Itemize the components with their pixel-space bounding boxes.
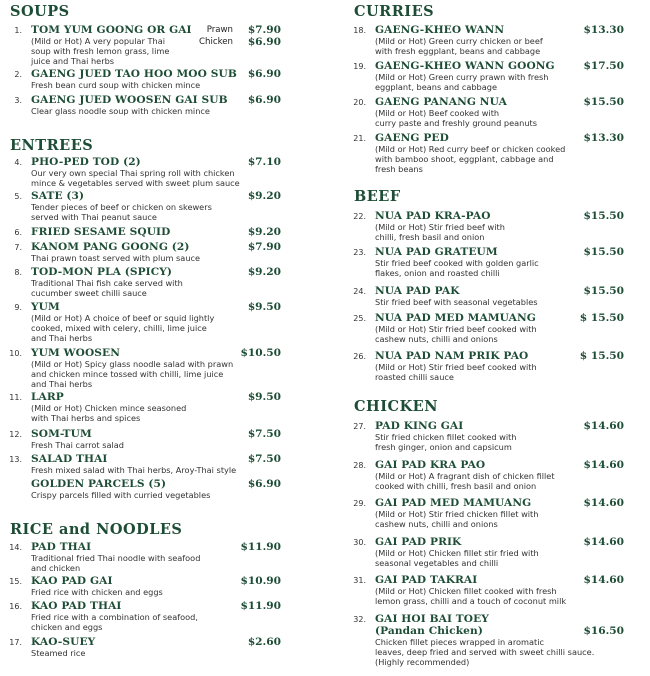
description-line: lemon grass, chilli and a touch of coconut milk bbox=[375, 596, 567, 606]
item-name: SOM-TUM bbox=[31, 428, 92, 440]
item-price: $14.60 bbox=[583, 574, 624, 586]
description-line: mince & vegetables served with sweet plum sauce bbox=[31, 178, 240, 188]
description-line: (Mild or Hot) Stir fried beef cooked with bbox=[375, 362, 537, 372]
item-description bbox=[31, 490, 210, 500]
description-line: chilli, fresh basil and onion bbox=[375, 232, 485, 242]
item-price: $14.60 bbox=[583, 459, 624, 471]
description-line: (Mild or Hot) A very popular Thai bbox=[31, 36, 165, 46]
item-name: TOD-MON PLA (SPICY) bbox=[31, 266, 173, 278]
item-price: $9.20 bbox=[247, 190, 281, 202]
item-number: 3. bbox=[14, 96, 22, 105]
item-description bbox=[375, 637, 594, 667]
item-name: NUA PAD NAM PRIK PAO bbox=[375, 350, 529, 362]
description-line: roasted chilli sauce bbox=[375, 372, 454, 382]
item-description bbox=[31, 106, 210, 116]
item-name: YUM bbox=[31, 301, 60, 313]
description-line: with Thai herbs and spices bbox=[31, 413, 141, 423]
beef-section-title: BEEF bbox=[354, 188, 401, 205]
item-description bbox=[31, 553, 200, 573]
curries-section-title: CURRIES bbox=[354, 3, 435, 20]
item-number: 30. bbox=[353, 538, 366, 547]
item-price: $16.50 bbox=[583, 625, 624, 637]
description-line: seasonal vegetables and chilli bbox=[375, 558, 499, 568]
item-description bbox=[375, 362, 537, 382]
item-description bbox=[375, 432, 517, 452]
item-number: 10. bbox=[9, 349, 22, 358]
description-line: Thai prawn toast served with plum sauce bbox=[31, 253, 201, 263]
item-name: KANOM PANG GOONG (2) bbox=[31, 241, 190, 253]
item-description bbox=[375, 548, 539, 568]
item-number: 18. bbox=[353, 26, 366, 35]
item-price: $7.90 bbox=[247, 24, 281, 36]
description-line: (Mild or Hot) A choice of beef or squid lightly bbox=[31, 313, 215, 323]
description-line: cashew nuts, chilli and onions bbox=[375, 334, 498, 344]
description-line: Stir fried beef with seasonal vegetables bbox=[375, 297, 538, 307]
item-price: $15.50 bbox=[583, 210, 624, 222]
description-line: cooked with chilli, fresh basil and onion bbox=[375, 481, 537, 491]
description-line: Fried rice with chicken and eggs bbox=[31, 587, 163, 597]
item-number: 15. bbox=[9, 577, 22, 586]
item-name: GOLDEN PARCELS (5) bbox=[31, 478, 167, 490]
description-line: and Thai herbs bbox=[31, 379, 93, 389]
item-description bbox=[31, 648, 85, 658]
item-name: FRIED SESAME SQUID bbox=[31, 226, 171, 238]
item-price: $10.50 bbox=[240, 347, 281, 359]
item-description bbox=[375, 324, 537, 344]
item-number: 27. bbox=[353, 422, 366, 431]
item-number: 26. bbox=[353, 352, 366, 361]
description-line: (Mild or Hot) Chicken fillet cooked with fresh bbox=[375, 586, 557, 596]
item-name: NUA PAD MED MAMUANG bbox=[375, 312, 536, 324]
item-description bbox=[375, 144, 565, 174]
item-price: $ 15.50 bbox=[579, 312, 624, 324]
item-name: GAI HOI BAI TOEY bbox=[375, 613, 489, 625]
description-line: Traditional fried Thai noodle with seafood bbox=[31, 553, 201, 563]
description-line: (Mild or Hot) Green curry prawn with fresh bbox=[375, 72, 549, 82]
item-name: YUM WOOSEN bbox=[31, 347, 120, 359]
item-description bbox=[31, 440, 124, 450]
item-number: 29. bbox=[353, 499, 366, 508]
item-name: TOM YUM GOONG OR GAI bbox=[31, 24, 192, 36]
item-price: $9.50 bbox=[247, 301, 281, 313]
item-description bbox=[375, 297, 538, 307]
item-number: 5. bbox=[14, 192, 22, 201]
item-price: $14.60 bbox=[583, 497, 624, 509]
description-line: (Mild or Hot) Chicken mince seasoned bbox=[31, 403, 187, 413]
item-number: 14. bbox=[9, 543, 22, 552]
price-option-label: Chicken bbox=[199, 37, 233, 47]
description-line: Fresh bean curd soup with chicken mince bbox=[31, 80, 201, 90]
item-price: $2.60 bbox=[247, 636, 281, 648]
item-number: 11. bbox=[9, 393, 22, 402]
item-name: PAD KING GAI bbox=[375, 420, 464, 432]
description-line: Chicken fillet pieces wrapped in aromatic bbox=[375, 637, 545, 647]
item-name: SATE (3) bbox=[31, 190, 85, 202]
item-number: 28. bbox=[353, 461, 366, 470]
item-number: 23. bbox=[353, 248, 366, 257]
item-number: 8. bbox=[14, 268, 22, 277]
description-line: Steamed rice bbox=[31, 648, 86, 658]
item-number: 32. bbox=[353, 615, 366, 624]
item-price: $11.90 bbox=[240, 541, 281, 553]
item-price: $7.90 bbox=[247, 241, 281, 253]
description-line: curry paste and freshly ground peanuts bbox=[375, 118, 538, 128]
item-number: 16. bbox=[9, 602, 22, 611]
chicken-section-title: CHICKEN bbox=[354, 398, 438, 415]
item-description bbox=[31, 587, 163, 597]
description-line: with fresh eggplant, beans and cabbage bbox=[375, 46, 541, 56]
description-line: soup with fresh lemon grass, lime bbox=[31, 46, 170, 56]
description-line: Fresh mixed salad with Thai herbs, Aroy-Thai style bbox=[31, 465, 237, 475]
item-number: 2. bbox=[14, 70, 22, 79]
item-description bbox=[31, 313, 214, 343]
item-description bbox=[375, 72, 548, 92]
description-line: and chicken mince tossed with chilli, lime juice bbox=[31, 369, 224, 379]
item-number: 31. bbox=[353, 576, 366, 585]
description-line: eggplant, beans and cabbage bbox=[375, 82, 498, 92]
description-line: cooked, mixed with celery, chilli, lime juice bbox=[31, 323, 207, 333]
item-description bbox=[31, 36, 169, 66]
item-name: GAENG PED bbox=[375, 132, 449, 144]
item-price: $15.50 bbox=[583, 246, 624, 258]
item-price: $6.90 bbox=[247, 94, 281, 106]
item-number: 1. bbox=[14, 26, 22, 35]
price-option-label: Prawn bbox=[206, 25, 233, 35]
item-description bbox=[31, 465, 236, 475]
item-description bbox=[375, 222, 505, 242]
item-number: 24. bbox=[353, 287, 366, 296]
description-line: flakes, onion and roasted chilli bbox=[375, 268, 500, 278]
item-number: 9. bbox=[14, 303, 22, 312]
item-number: 17. bbox=[9, 638, 22, 647]
description-line: (Highly recommended) bbox=[375, 657, 470, 667]
item-price: $6.90 bbox=[247, 478, 281, 490]
item-description bbox=[31, 403, 186, 423]
item-name: NUA PAD KRA-PAO bbox=[375, 210, 491, 222]
item-description bbox=[375, 258, 539, 278]
description-line: fresh beans bbox=[375, 164, 423, 174]
item-number: 22. bbox=[353, 212, 366, 221]
description-line: and Thai herbs bbox=[31, 333, 93, 343]
rice-section-title: RICE and NOODLES bbox=[10, 521, 183, 538]
item-name: GAI PAD PRIK bbox=[375, 536, 462, 548]
item-name: GAENG JUED TAO HOO MOO SUB bbox=[31, 68, 237, 80]
description-line: (Mild or Hot) Stir fried chicken fillet with bbox=[375, 509, 539, 519]
item-description bbox=[31, 202, 212, 222]
soups-section-title: SOUPS bbox=[10, 3, 70, 20]
item-description bbox=[375, 36, 543, 56]
item-description bbox=[375, 471, 555, 491]
item-description bbox=[31, 359, 233, 389]
item-name: GAI PAD KRA PAO bbox=[375, 459, 486, 471]
item-price: $13.30 bbox=[583, 24, 624, 36]
description-line: Tender pieces of beef or chicken on skewers bbox=[31, 202, 212, 212]
description-line: Crispy parcels filled with curried vegetables bbox=[31, 490, 211, 500]
description-line: fresh ginger, onion and capsicum bbox=[375, 442, 512, 452]
item-price: $6.90 bbox=[247, 68, 281, 80]
description-line: cucumber sweet chilli sauce bbox=[31, 288, 147, 298]
description-line: Stir fried beef cooked with golden garlic bbox=[375, 258, 539, 268]
item-number: 20. bbox=[353, 98, 366, 107]
item-price: $11.90 bbox=[240, 600, 281, 612]
description-line: Fresh Thai carrot salad bbox=[31, 440, 124, 450]
item-name: GAI PAD MED MAMUANG bbox=[375, 497, 532, 509]
item-name: SALAD THAI bbox=[31, 453, 108, 465]
description-line: with bamboo shoot, eggplant, cabbage and bbox=[375, 154, 554, 164]
item-name: KAO PAD THAI bbox=[31, 600, 122, 612]
item-description bbox=[375, 509, 538, 529]
item-name: PAD THAI bbox=[31, 541, 92, 553]
item-price: $7.50 bbox=[247, 453, 281, 465]
item-price: $15.50 bbox=[583, 96, 624, 108]
entrees-section-title: ENTREES bbox=[10, 137, 94, 154]
item-name: GAENG-KHEO WANN GOONG bbox=[375, 60, 555, 72]
description-line: cashew nuts, chilli and onions bbox=[375, 519, 498, 529]
item-name: LARP bbox=[31, 391, 64, 403]
item-name-secondary: (Pandan Chicken) bbox=[375, 625, 483, 637]
description-line: Stir fried chicken fillet cooked with bbox=[375, 432, 517, 442]
item-name: KAO-SUEY bbox=[31, 636, 96, 648]
item-number: 6. bbox=[14, 228, 22, 237]
description-line: (Mild or Hot) Spicy glass noodle salad with prawn bbox=[31, 359, 234, 369]
description-line: (Mild or Hot) Stir fried beef with bbox=[375, 222, 505, 232]
item-description bbox=[31, 168, 240, 188]
item-description bbox=[375, 586, 566, 606]
item-name: KAO PAD GAI bbox=[31, 575, 113, 587]
item-number: 7. bbox=[14, 243, 22, 252]
description-line: (Mild or Hot) Stir fried beef cooked with bbox=[375, 324, 537, 334]
item-number: 25. bbox=[353, 314, 366, 323]
item-name: GAENG JUED WOOSEN GAI SUB bbox=[31, 94, 228, 106]
description-line: (Mild or Hot) Red curry beef or chicken cooked bbox=[375, 144, 566, 154]
item-description bbox=[375, 108, 537, 128]
item-number: 13. bbox=[9, 455, 22, 464]
item-price: $ 15.50 bbox=[579, 350, 624, 362]
item-name: NUA PAD PAK bbox=[375, 285, 460, 297]
item-price: $10.90 bbox=[240, 575, 281, 587]
description-line: Clear glass noodle soup with chicken mince bbox=[31, 106, 210, 116]
item-number: 21. bbox=[353, 134, 366, 143]
description-line: and chicken bbox=[31, 563, 81, 573]
description-line: (Mild or Hot) A fragrant dish of chicken fillet bbox=[375, 471, 555, 481]
description-line: leaves, deep fried and served with sweet chilli sauce. bbox=[375, 647, 595, 657]
description-line: Our very own special Thai spring roll with chicken bbox=[31, 168, 235, 178]
item-price: $15.50 bbox=[583, 285, 624, 297]
item-name: PHO-PED TOD (2) bbox=[31, 156, 141, 168]
item-description bbox=[31, 612, 198, 632]
item-price: $14.60 bbox=[583, 536, 624, 548]
item-name: GAENG PANANG NUA bbox=[375, 96, 507, 108]
description-line: juice and Thai herbs bbox=[31, 56, 115, 66]
description-line: Fried rice with a combination of seafood, bbox=[31, 612, 198, 622]
item-description bbox=[31, 80, 200, 90]
item-price: $6.90 bbox=[247, 36, 281, 48]
item-description bbox=[31, 253, 200, 263]
description-line: chicken and eggs bbox=[31, 622, 103, 632]
item-price: $9.50 bbox=[247, 391, 281, 403]
description-line: (Mild or Hot) Chicken fillet stir fried with bbox=[375, 548, 539, 558]
item-price: $9.20 bbox=[247, 226, 281, 238]
item-price: $13.30 bbox=[583, 132, 624, 144]
item-price: $7.10 bbox=[247, 156, 281, 168]
item-number: 12. bbox=[9, 430, 22, 439]
description-line: served with Thai peanut sauce bbox=[31, 212, 157, 222]
item-name: GAENG-KHEO WANN bbox=[375, 24, 505, 36]
item-description bbox=[31, 278, 183, 298]
item-number: 19. bbox=[353, 62, 366, 71]
description-line: (Mild or Hot) Beef cooked with bbox=[375, 108, 500, 118]
item-name: NUA PAD GRATEUM bbox=[375, 246, 498, 258]
item-price: $9.20 bbox=[247, 266, 281, 278]
item-number: 4. bbox=[14, 158, 22, 167]
description-line: (Mild or Hot) Green curry chicken or beef bbox=[375, 36, 543, 46]
item-price: $17.50 bbox=[583, 60, 624, 72]
item-price: $14.60 bbox=[583, 420, 624, 432]
description-line: Traditional Thai fish cake served with bbox=[31, 278, 183, 288]
item-name: GAI PAD TAKRAI bbox=[375, 574, 478, 586]
item-price: $7.50 bbox=[247, 428, 281, 440]
